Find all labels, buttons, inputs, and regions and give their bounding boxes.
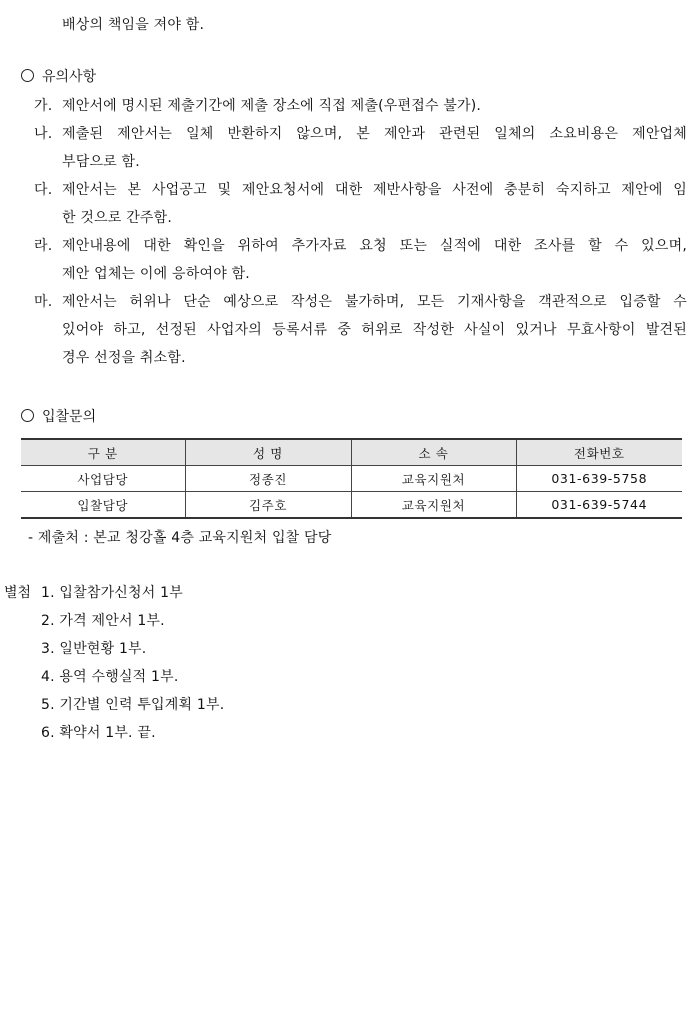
inquiry-heading: [21, 407, 96, 427]
table-row: [21, 492, 682, 519]
attachment-item: 3. 일반현황 1부.: [41, 641, 147, 657]
submission-note: - 제출처 : 본교 청강홀 4층 교육지원처 입찰 담당: [28, 530, 332, 546]
contact-table: [21, 438, 682, 519]
attachment-item: 1. 입찰참가신청서 1부: [41, 585, 183, 601]
table-row: [21, 466, 682, 492]
notes-heading-text: 유의사항: [42, 69, 97, 85]
note-text: 제안내용에 대한 확인을 위하여 추가자료 요청 또는 실적에 대한 조사를 할 수 있으며,: [62, 238, 687, 254]
table-cell: 정종진: [185, 466, 351, 492]
attachment-item: 6. 확약서 1부. 끝.: [41, 725, 156, 741]
note-text: 한 것으로 간주함.: [62, 210, 173, 226]
attachment-item: 4. 용역 수행실적 1부.: [41, 669, 179, 685]
table-cell: 031-639-5744: [516, 492, 682, 519]
inquiry-heading-text: 입찰문의: [42, 409, 97, 425]
table-cell: 교육지원처: [351, 492, 516, 519]
note-text: 제안서는 허위나 단순 예상으로 작성은 불가하며, 모든 기재사항을 객관적으로 입증할 수: [62, 294, 687, 310]
note-text: 제안서에 명시된 제출기간에 제출 장소에 직접 제출(우편접수 불가).: [62, 98, 482, 114]
note-marker: 마.: [34, 294, 53, 310]
note-text: 제안서는 본 사업공고 및 제안요청서에 대한 제반사항을 사전에 충분히 숙지하고 제안에 임: [62, 182, 687, 198]
table-cell: 김주호: [185, 492, 351, 519]
note-text: 부담으로 함.: [62, 154, 140, 170]
notes-heading: [21, 67, 96, 87]
note-marker: 가.: [34, 98, 53, 114]
table-cell: 입찰담당: [21, 492, 185, 519]
attachments-label: 별첨: [4, 585, 32, 601]
column-header: 전화번호: [516, 439, 682, 466]
circle-bullet-icon: [21, 69, 34, 82]
table-cell: 사업담당: [21, 466, 185, 492]
circle-bullet-icon: [21, 409, 34, 422]
table-header-row: [21, 439, 682, 466]
note-text: 제안 업체는 이에 응하여야 함.: [62, 266, 250, 282]
column-header: 성 명: [185, 439, 351, 466]
note-marker: 나.: [34, 126, 53, 142]
note-text: 경우 선정을 취소함.: [62, 350, 186, 366]
column-header: 구 분: [21, 439, 185, 466]
intro-line: 배상의 책임을 져야 함.: [62, 17, 205, 33]
attachment-item: 5. 기간별 인력 투입계획 1부.: [41, 697, 225, 713]
note-text: 제출된 제안서는 일체 반환하지 않으며, 본 제안과 관련된 일체의 소요비용은 제안업체: [62, 126, 687, 142]
note-text: 있어야 하고, 선정된 사업자의 등록서류 중 허위로 작성한 사실이 있거나 무효사항이 발견된: [62, 322, 687, 338]
note-marker: 라.: [34, 238, 53, 254]
note-marker: 다.: [34, 182, 53, 198]
column-header: 소 속: [351, 439, 516, 466]
table-cell: 031-639-5758: [516, 466, 682, 492]
attachment-item: 2. 가격 제안서 1부.: [41, 613, 165, 629]
table-cell: 교육지원처: [351, 466, 516, 492]
